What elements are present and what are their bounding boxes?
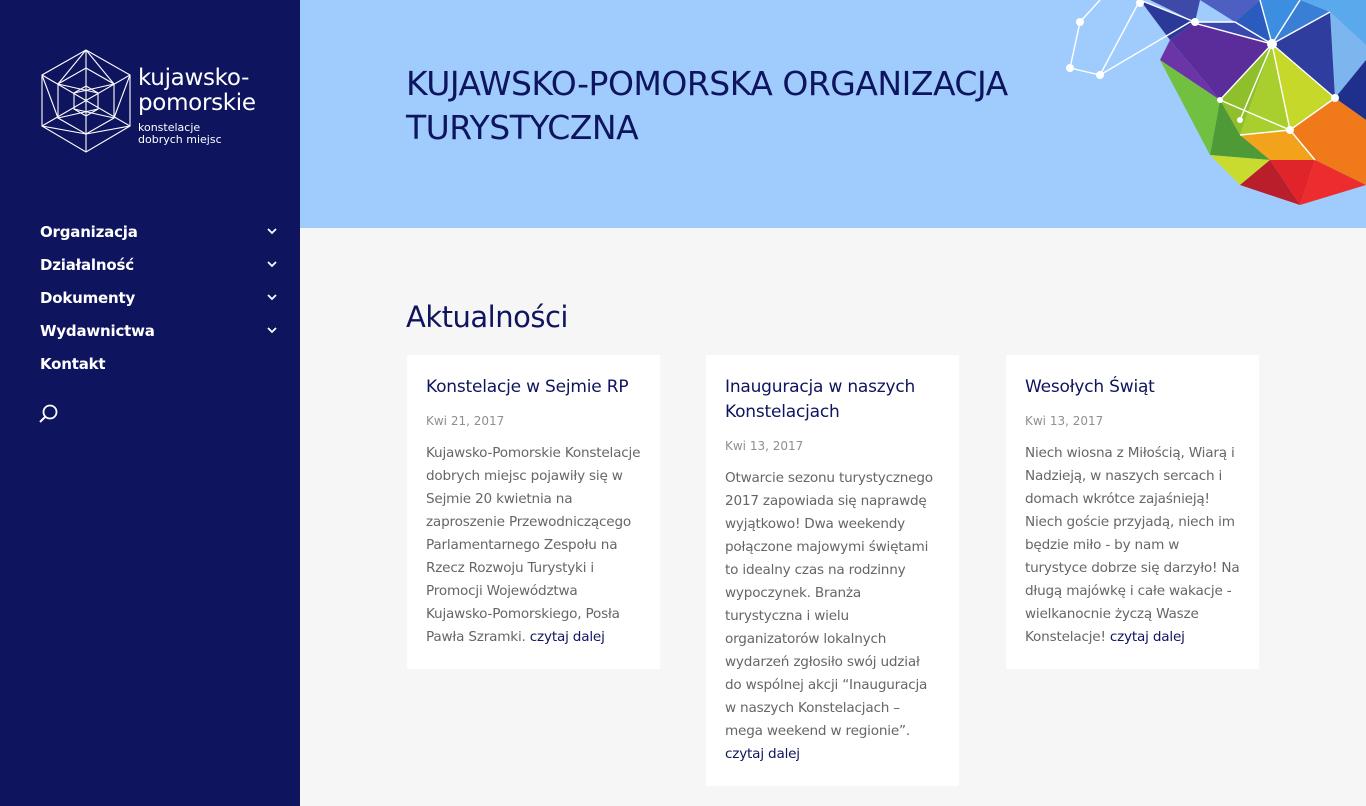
read-more-link[interactable]: czytaj dalej [529,629,605,645]
post-date: Kwi 13, 2017 [1025,414,1104,428]
constellation-logo-icon [40,48,132,154]
sidebar [0,0,300,806]
page-title [406,62,1106,150]
section-title: Aktualności [406,300,568,334]
post-excerpt [426,442,641,649]
nav-item-label: Organizacja [40,222,138,241]
chevron-down-icon[interactable] [264,224,280,240]
post-excerpt-text: Niech wiosna z Miłością, Wiarą i Nadzieją, w naszych sercach i domach wkrótce zajaśnieją! Niech goście przyjadą, niech im będzie miło - by nam w turystyce dobrze się darzyło! Na długą majówkę i całe wakacje - wielkanocnie życzą Wasze Konstelacje! [1025,445,1240,645]
nav-item-label: Dokumenty [40,288,136,307]
logo-tagline2: dobrych miejsc [138,133,222,146]
main-nav [40,215,280,380]
post-date: Kwi 21, 2017 [426,414,505,428]
post-card [706,355,959,786]
post-card [1006,355,1259,669]
nav-item-label: Wydawnictwa [40,321,155,340]
post-title[interactable]: Wesołych Świąt [1025,377,1155,397]
nav-item-wydawnictwa[interactable] [40,314,280,347]
nav-item-kontakt[interactable] [40,347,280,380]
nav-item-dzialalnosc[interactable] [40,248,280,281]
post-card [407,355,660,669]
page-header [300,0,1366,228]
nav-item-label: Kontakt [40,354,106,373]
site-logo[interactable] [40,48,270,158]
nav-item-organizacja[interactable] [40,215,280,248]
title-line1: KUJAWSKO-POMORSKA ORGANIZACJA [406,64,1008,103]
constellation-graphic [1040,0,1366,228]
nav-item-dokumenty[interactable] [40,281,280,314]
chevron-down-icon[interactable] [264,257,280,273]
read-more-link[interactable]: czytaj dalej [1109,629,1185,645]
chevron-down-icon[interactable] [264,290,280,306]
post-title[interactable]: Inauguracja w naszych Konstelacjach [725,377,916,422]
search-icon[interactable] [38,403,60,425]
logo-tagline1: konstelacje [138,121,201,134]
title-line2: TURYSTYCZNA [406,108,639,147]
post-excerpt [1025,442,1240,649]
post-date: Kwi 13, 2017 [725,439,804,453]
logo-line1: kujawsko- [138,65,250,91]
post-excerpt-text: Otwarcie sezonu turystycznego 2017 zapowiada się naprawdę wyjątkowo! Dwa weekendy połączone majowymi świętami to idealny czas na rodzinny wypoczynek. Branża turystyczna i wielu organizatorów lokalnych wydarzeń zgłosiło swój udział do wspólnej akcji “Inauguracja w naszych Konstelacjach – mega weekend w regionie”. [725,470,933,739]
chevron-down-icon[interactable] [264,323,280,339]
read-more-link[interactable]: czytaj dalej [725,746,800,762]
logo-line2: pomorskie [138,90,256,116]
logo-text [138,66,256,146]
post-excerpt [725,467,940,766]
post-excerpt-text: Kujawsko-Pomorskie Konstelacje dobrych miejsc pojawiły się w Sejmie 20 kwietnia na zaproszenie Przewodniczącego Parlamentarnego Zespołu na Rzecz Rozwoju Turystyki i Promocji Województwa Kujawsko-Pomorskiego, Posła Pawła Szramki. [426,445,641,645]
nav-item-label: Działalność [40,255,134,274]
post-title[interactable]: Konstelacje w Sejmie RP [426,377,629,397]
